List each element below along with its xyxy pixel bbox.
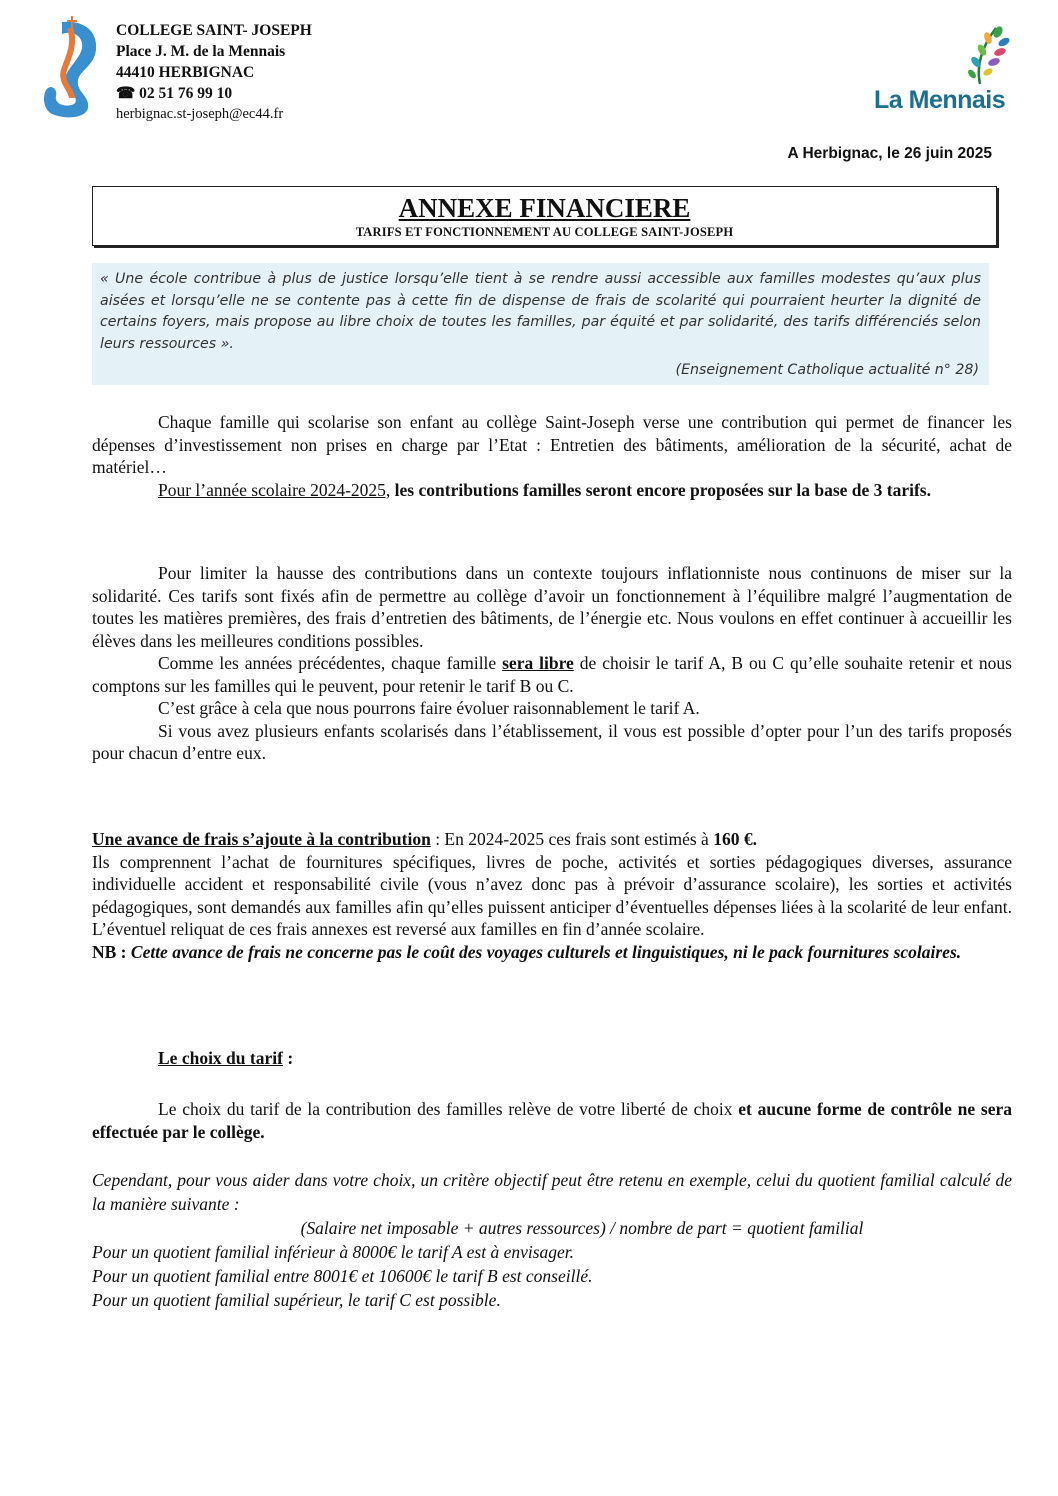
choix-text-bold: et aucune forme de contrôle ne sera effectuée par le collège. [92,1099,1013,1142]
choix-heading-colon: : [282,1048,294,1068]
brand-name: La Mennais [874,86,1006,114]
free-choice-emphasis: sera libre [502,653,574,673]
section-contribution [92,411,1012,501]
choix-text [92,1098,1012,1143]
section-solidarity [92,562,1012,765]
section-choix [92,1047,1012,1070]
paragraph-tarifs [92,479,1012,502]
school-email: herbignac.st-joseph@ec44.fr [116,106,284,122]
school-year-text: Pour l’année scolaire 2024-2025, [158,479,391,500]
avance-nb [92,941,1012,964]
choix-heading: Le choix du tarif [158,1048,283,1068]
free-choice-after: de choisir le tarif A, B ou C qu’elle souhaite retenir et nous comptons sur les familles qui le peuvent, pour retenir le tarif B ou C. [92,653,1012,696]
page-subtitle: TARIFS ET FONCTIONNEMENT AU COLLEGE SAINT-JOSEPH [355,225,734,239]
school-phone: ☎ 02 51 76 99 10 [116,85,233,102]
page-title: ANNEXE FINANCIERE [398,193,691,223]
avance-text: Ils comprennent l’achat de fournitures spécifiques, livres de poche, activités et sorties pédagogiques diverses, assurance individuelle accident et responsabilité civile (vous n’avez donc pas à prévoir d’assurance scolaire), les sorties et activités pédagogiques, sont demandés aux familles afin qu’elles puissent anticiper d’éventuelles dépenses liées à la scolarité de leur enfant. L’éventuel reliquat de ces frais annexes est reversé aux familles en fin d’année scolaire. [92,851,1012,939]
nb-label: NB : [92,941,131,962]
school-name: COLLEGE SAINT- JOSEPH [116,22,312,39]
choix-heading-line [92,1047,1012,1070]
paragraph-solidarity: Pour limiter la hausse des contributions dans un contexte toujours inflationniste nous continuons de miser sur la solidarité. Ces tarifs sont fixés afin de permettre au collège d’avoir un fonctionnement à l’équilibre malgré l’augmentation de toutes les matières premières, des frais d’entretien des bâtiments, de l’énergie etc. Nous voulons en effet continuer à accueillir les élèves dans les meilleures conditions possibles. [92,563,1012,651]
choix-text-plain: Le choix du tarif de la contribution des familles relève de votre liberté de choix [158,1099,739,1119]
college-logo [40,14,102,122]
date-line: A Herbignac, le 26 juin 2025 [787,145,992,162]
school-postcode-city: 44410 HERBIGNAC [116,64,255,81]
rule-c: Pour un quotient familial supérieur, le tarif C est possible. [92,1290,501,1310]
rule-b: Pour un quotient familial entre 8001€ et 10600€ le tarif B est conseillé. [92,1266,593,1286]
rule-a: Pour un quotient familial inférieur à 8000€ le tarif A est à envisager. [92,1242,575,1262]
quote-text: « Une école contribue à plus de justice lorsqu’elle tient à se rendre aussi accessible aux familles modestes qu’aux plus aisées et lorsqu’elle ne se contente pas à cette fin de dispense de frais de scolarité qui pourraient heurter la dignité de certains foyers, mais propose au libre choix de toutes les familles, par équité et par solidarité, des tarifs différenciés selon leurs ressources ». [100,271,981,352]
paragraph-siblings: Si vous avez plusieurs enfants scolarisés dans l’établissement, il vous est possible d’opter pour l’un des tarifs proposés pour chacun d’entre eux. [92,720,1012,763]
avance-amount: 160 €. [713,829,757,849]
section-quotient [92,1168,1012,1312]
section-avance [92,828,1012,963]
school-header [116,20,312,125]
quote-box [92,263,989,385]
nb-text: Cette avance de frais ne concerne pas le coût des voyages culturels et linguistiques, ni le pack fournitures scolaires. [130,941,962,962]
avance-heading-after: : En 2024-2025 ces frais sont estimés à [430,829,714,849]
quote-source: (Enseignement Catholique actualité n° 28) [675,361,979,378]
avance-heading-line [92,828,1012,851]
school-address: Place J. M. de la Mennais [116,43,286,60]
paragraph-free-choice [92,652,1012,697]
free-choice-before: Comme les années précédentes, chaque famille [158,653,503,673]
criteria-text: Cependant, pour vous aider dans votre choix, un critère objectif peut être retenu en exemple, celui du quotient familial calculé de la manière suivante : [92,1170,1012,1214]
avance-heading: Une avance de frais s’ajoute à la contribution [92,829,431,849]
title-box [92,186,997,246]
paragraph-contribution: Chaque famille qui scolarise son enfant au collège Saint-Joseph verse une contribution qui permet de financer les dépenses d’investissement non prises en charge par l’Etat : Entretien des bâtiments, amélioration de la sécurité, achat de matériel… [92,412,1012,477]
quotient-formula: (Salaire net imposable + autres ressources) / nombre de part = quotient familial [300,1218,864,1238]
three-tarifs-text: les contributions familles seront encore proposées sur la base de 3 tarifs. [390,479,931,500]
section-choix-text [92,1098,1012,1143]
paragraph-tarif-a: C’est grâce à cela que nous pourrons faire évoluer raisonnablement le tarif A. [158,698,700,718]
